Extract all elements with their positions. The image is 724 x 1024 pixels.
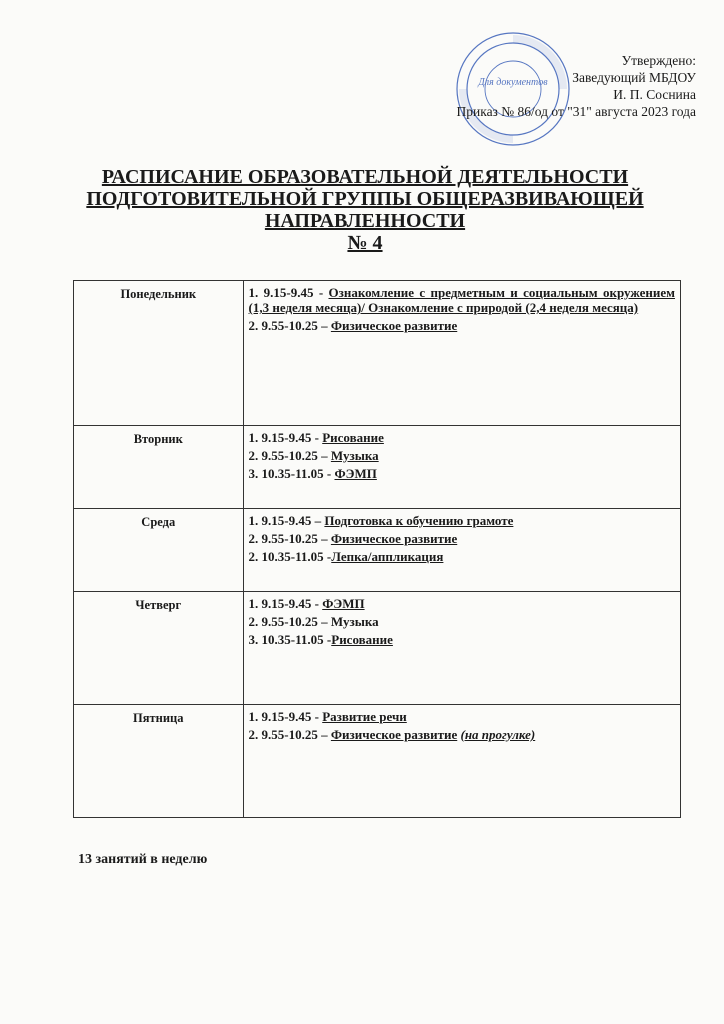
activity-item [249,285,675,315]
table-row [74,426,681,509]
activity-time: 2. 9.55-10.25 – [248,448,331,463]
activity-time: 2. 9.55-10.25 – [248,318,331,333]
activity-time: 1. 9.15-9.45 - [248,596,323,611]
activity-name: Физическое развитие [330,531,458,546]
activity-item [249,709,675,724]
activity-time: 2. 9.55-10.25 – [248,727,331,742]
activity-name: Рисование [331,632,393,647]
stamp-text: Для документов [478,77,548,88]
activity-name: Лепка/аппликация [331,549,444,564]
table-row [74,509,681,592]
activity-time: 1. 9.15-9.45 – [248,513,325,528]
activity-time: 2. 10.35-11.05 - [248,549,332,564]
title-line-4: № 4 [347,232,383,254]
title-line-3: НАПРАВЛЕННОСТИ [264,210,466,232]
activity-name: ФЭМП [334,466,377,481]
day-cell: Понедельник [74,281,244,426]
activity-time: 1. 9.15-9.45 - [248,285,329,300]
day-cell: Вторник [74,426,244,509]
table-row [74,705,681,818]
approval-block [456,52,696,120]
activity-item [249,596,675,611]
activity-name: Физическое развитие [330,318,458,333]
activity-item [249,531,675,546]
activity-name: Подготовка к обучению грамоте [324,513,514,528]
activity-time: 2. 9.55-10.25 – [248,531,331,546]
activities-cell [243,592,680,705]
approval-position: Заведующий МБДОУ [572,70,696,85]
activity-item [249,632,675,647]
activities-cell [243,281,680,426]
activity-item [249,513,675,528]
table-row [74,592,681,705]
schedule-table [73,280,681,818]
activity-item [249,727,675,742]
activity-name: Рисование [322,430,384,445]
activity-name: Физическое развитие [330,727,458,742]
day-cell: Четверг [74,592,244,705]
activity-note: (на прогулке) [460,727,536,742]
activity-item [249,549,675,564]
activity-item: 2. 9.55-10.25 – Музыка [248,614,379,629]
activity-item [249,318,675,333]
day-cell: Пятница [74,705,244,818]
approval-order: Приказ № 86/од от "31" августа 2023 года [456,104,696,119]
activity-name: ФЭМП [322,596,365,611]
activities-cell [243,509,680,592]
activity-item [249,448,675,463]
activities-cell [243,426,680,509]
approval-signatory: И. П. Соснина [613,87,696,102]
activity-name: Развитие речи [322,709,407,724]
title-line-1: РАСПИСАНИЕ ОБРАЗОВАТЕЛЬНОЙ ДЕЯТЕЛЬНОСТИ [101,166,629,188]
activity-time: 1. 9.15-9.45 - [248,709,323,724]
activity-time: 1. 9.15-9.45 - [248,430,323,445]
activity-time: 3. 10.35-11.05 - [248,466,335,481]
approval-heading: Утверждено: [621,53,696,68]
title-line-2: ПОДГОТОВИТЕЛЬНОЙ ГРУППЫ ОБЩЕРАЗВИВАЮЩЕЙ [86,188,644,210]
document-title [60,166,670,254]
table-row [74,281,681,426]
activity-item [249,466,675,481]
activities-cell [243,705,680,818]
activity-item [249,430,675,445]
activity-name: Ознакомление с предметным и социальным окружением (1,3 неделя месяца)/ Ознакомление с природой (2,4 неделя месяца) [248,285,675,315]
day-cell: Среда [74,509,244,592]
activity-name: Музыка [330,448,379,463]
activity-time: 3. 10.35-11.05 - [248,632,332,647]
weekly-summary: 13 занятий в неделю [78,852,208,867]
